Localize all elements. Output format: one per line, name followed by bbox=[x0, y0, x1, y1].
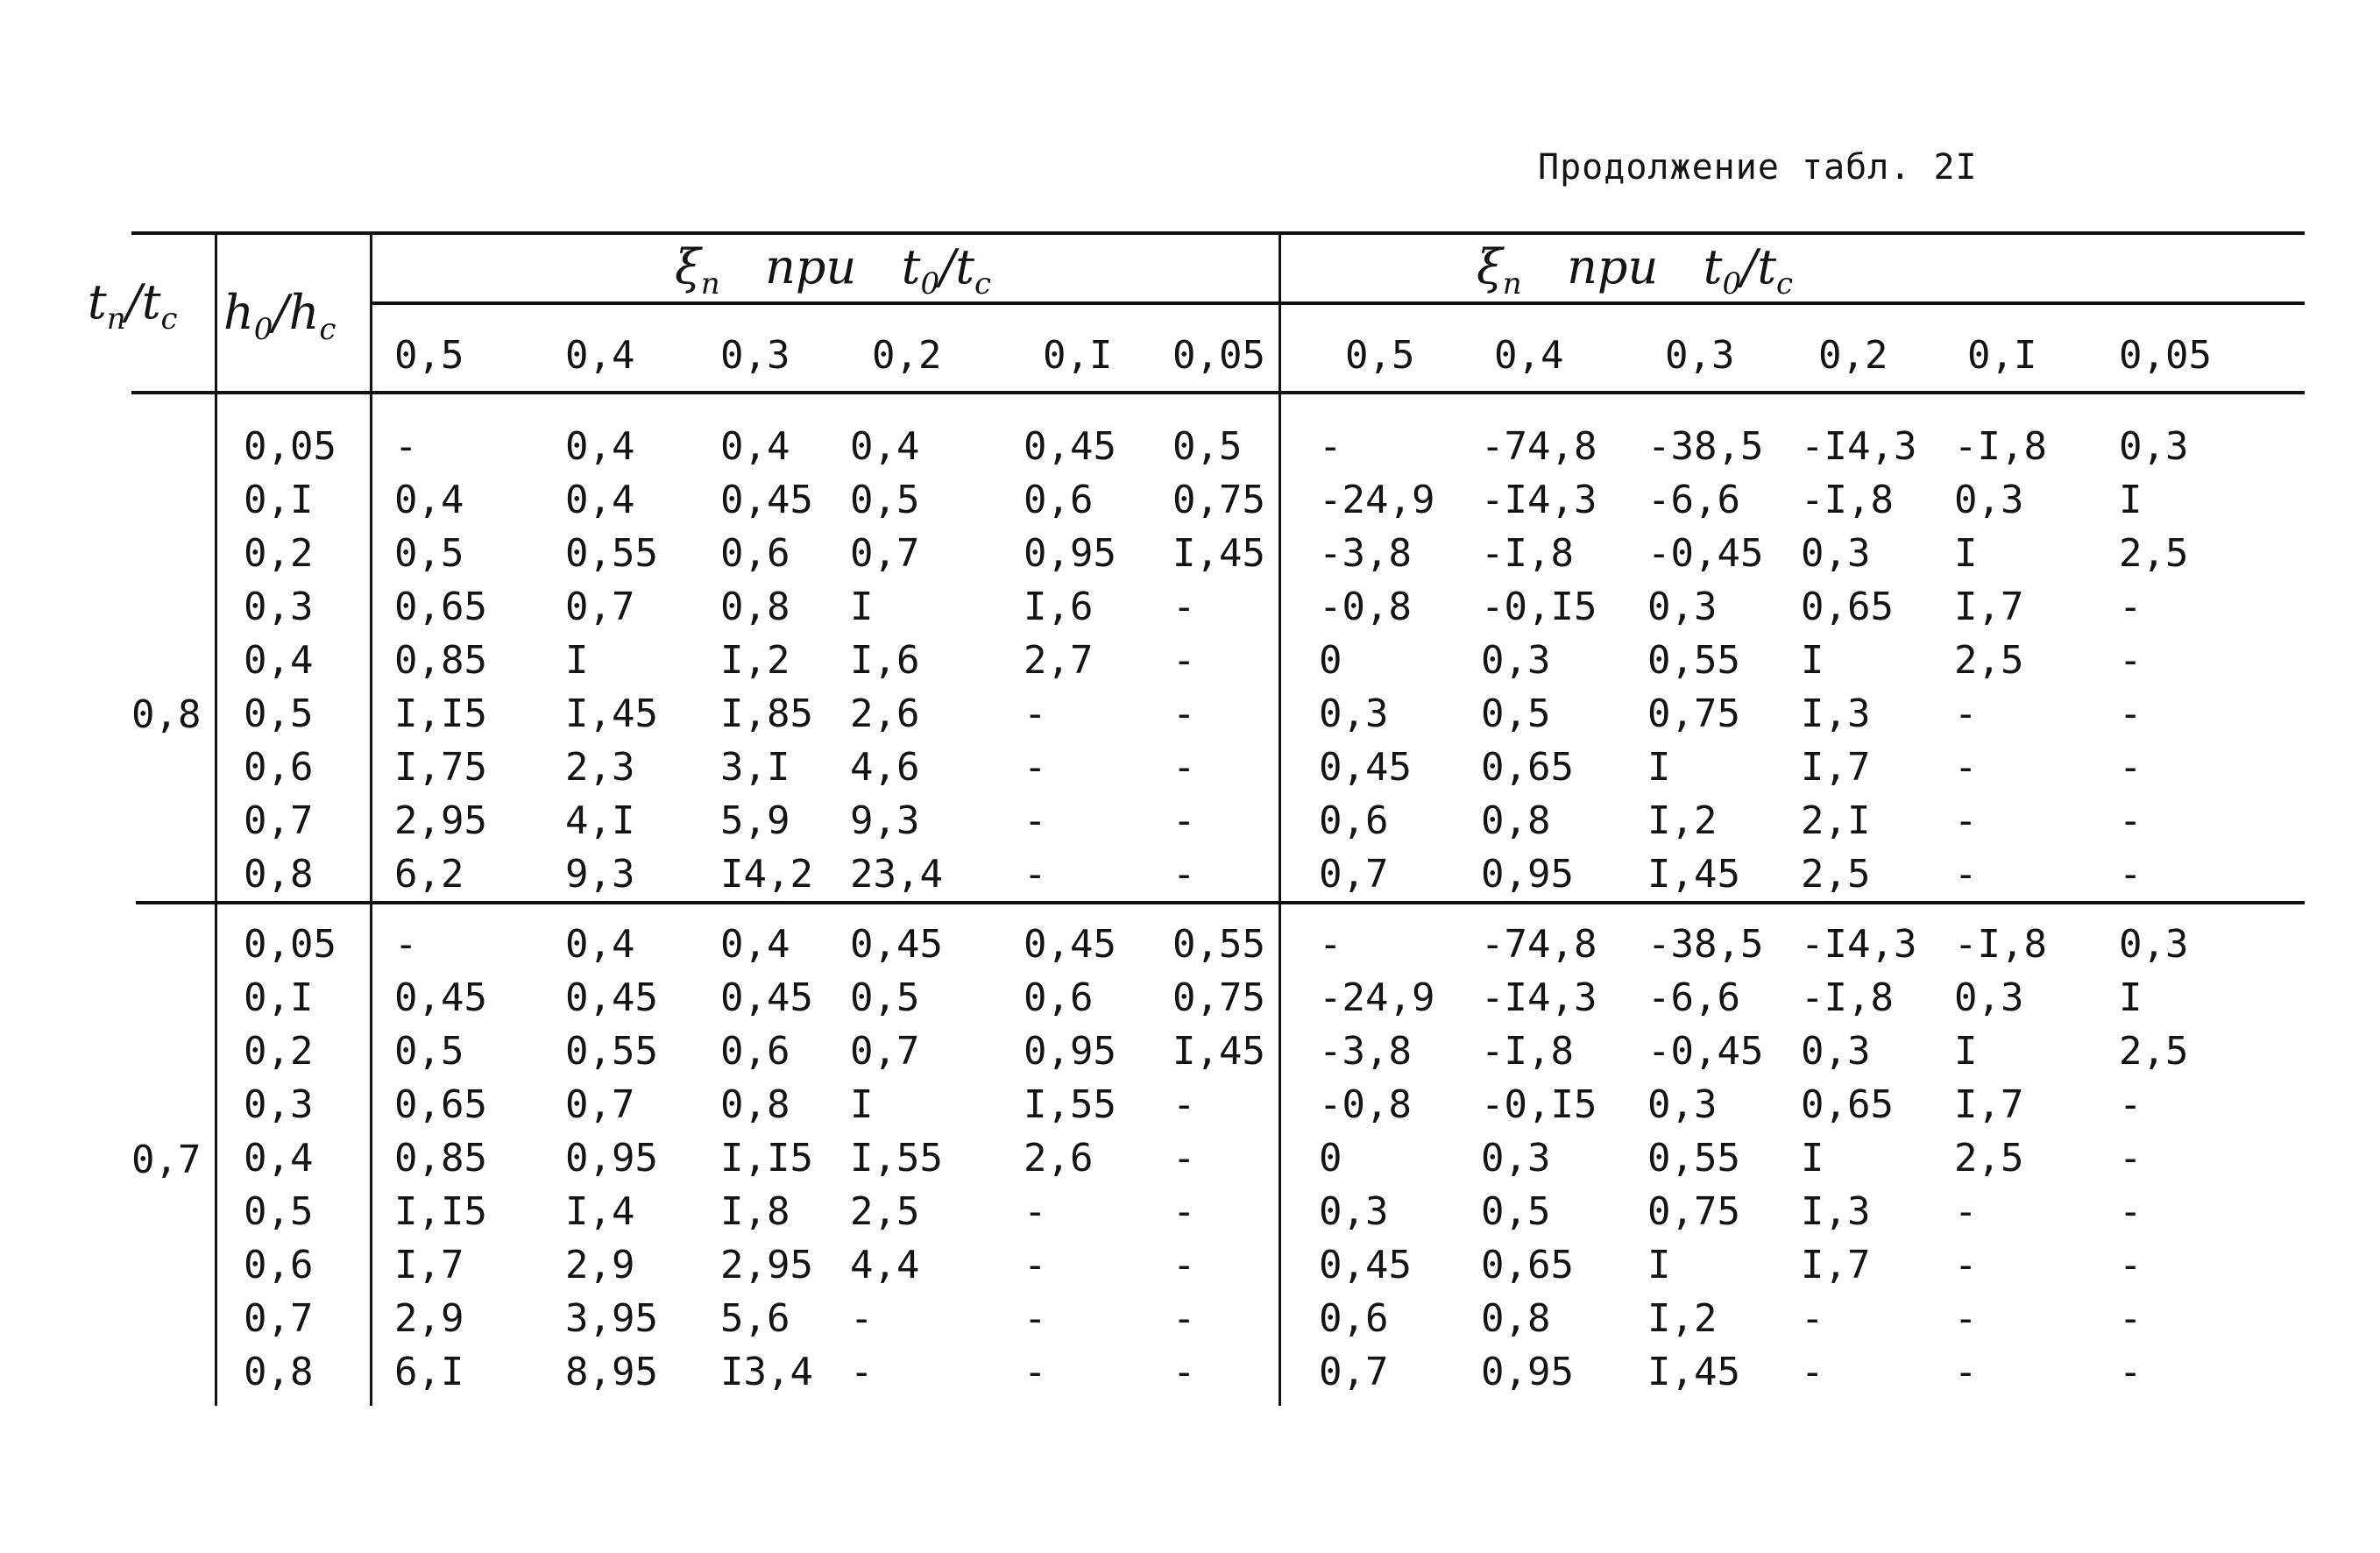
table-cell-left: I3,4 bbox=[720, 1350, 813, 1394]
table-cell-left: - bbox=[1024, 1350, 1047, 1394]
table-cell-left: 0,55 bbox=[565, 1029, 658, 1074]
table-cell-right: - bbox=[2119, 585, 2143, 629]
table-cell-left: - bbox=[1024, 745, 1047, 790]
table-cell-right: - bbox=[1954, 852, 1978, 897]
table-cell-right: - bbox=[2119, 1243, 2143, 1287]
table-cell-right: 0,3 bbox=[1801, 1029, 1871, 1074]
row-h-value: 0,6 bbox=[244, 1243, 314, 1287]
table-cell-left: I,7 bbox=[394, 1243, 464, 1287]
table-cell-left: 0,85 bbox=[394, 1136, 487, 1181]
table-cell-right: 0,3 bbox=[1481, 1136, 1551, 1181]
rule-group-header bbox=[372, 301, 2305, 305]
table-cell-right: - bbox=[1954, 745, 1978, 790]
table-cell-right: - bbox=[1954, 1350, 1978, 1394]
table-cell-right: - bbox=[2119, 1136, 2143, 1181]
table-cell-right: 0,7 bbox=[1319, 1350, 1389, 1394]
rule-block-divider bbox=[136, 901, 2305, 904]
table-cell-left: - bbox=[1172, 745, 1196, 790]
table-cell-right: - bbox=[2119, 798, 2143, 843]
table-cell-left: I,8 bbox=[720, 1189, 790, 1234]
table-cell-left: - bbox=[1172, 1082, 1196, 1127]
table-cell-left: 5,6 bbox=[720, 1296, 790, 1341]
table-cell-right: I bbox=[2119, 975, 2143, 1020]
table-cell-left: 0,8 bbox=[720, 585, 790, 629]
table-cell-right: I bbox=[1954, 531, 1978, 576]
table-cell-right: -I,8 bbox=[1954, 424, 2047, 469]
row-h-value: 0,7 bbox=[244, 1296, 314, 1341]
table-cell-right: - bbox=[2119, 691, 2143, 736]
row-h-value: 0,6 bbox=[244, 745, 314, 790]
table-cell-right: - bbox=[1954, 798, 1978, 843]
table-cell-right: - bbox=[1319, 424, 1342, 469]
table-cell-right: -3,8 bbox=[1319, 1029, 1412, 1074]
table-cell-right: -0,45 bbox=[1647, 1029, 1764, 1074]
table-cell-right: 2,5 bbox=[1801, 852, 1871, 897]
table-cell-left: 0,7 bbox=[565, 585, 635, 629]
table-cell-left: 0,4 bbox=[720, 922, 790, 967]
table-cell-left: 6,2 bbox=[394, 852, 464, 897]
table-cell-left: 0,45 bbox=[565, 975, 658, 1020]
table-cell-right: -I,8 bbox=[1801, 975, 1894, 1020]
tc-sub-right: c bbox=[1776, 266, 1794, 301]
table-cell-left: 2,3 bbox=[565, 745, 635, 790]
table-cell-left: 0,45 bbox=[1024, 424, 1116, 469]
table-cell-left: 2,6 bbox=[850, 691, 920, 736]
table-cell-left: 0,7 bbox=[850, 1029, 920, 1074]
table-cell-right: - bbox=[2119, 1296, 2143, 1341]
table-cell-left: - bbox=[1024, 1243, 1047, 1287]
row-h-value: 0,3 bbox=[244, 1082, 314, 1127]
table-cell-left: 2,9 bbox=[565, 1243, 635, 1287]
table-cell-right: I bbox=[1954, 1029, 1978, 1074]
header-h0-slash: / bbox=[273, 285, 289, 340]
group-header-left bbox=[675, 239, 992, 301]
table-cell-left: 0,6 bbox=[720, 531, 790, 576]
table-cell-left: 0,5 bbox=[850, 478, 920, 522]
row-h-value: 0,8 bbox=[244, 1350, 314, 1394]
table-cell-right: I,3 bbox=[1801, 691, 1871, 736]
table-cell-left: 0,95 bbox=[1024, 1029, 1116, 1074]
table-cell-left: I,I5 bbox=[394, 1189, 487, 1234]
table-cell-left: 23,4 bbox=[850, 852, 943, 897]
table-cell-right: -I,8 bbox=[1481, 1029, 1574, 1074]
table-cell-right: -I4,3 bbox=[1801, 922, 1917, 967]
pri-word-right: при bbox=[1567, 239, 1659, 294]
table-cell-left: 5,9 bbox=[720, 798, 790, 843]
table-cell-left: 4,6 bbox=[850, 745, 920, 790]
row-h-value: 0,4 bbox=[244, 1136, 314, 1181]
table-cell-right: 0,3 bbox=[1481, 638, 1551, 683]
table-cell-right: 0,65 bbox=[1801, 585, 1894, 629]
header-tc-main: t bbox=[141, 274, 161, 330]
table-cell-right: -6,6 bbox=[1647, 975, 1740, 1020]
pri-word-left: при bbox=[765, 239, 857, 294]
table-cell-left: 0,4 bbox=[850, 424, 920, 469]
table-cell-right: I bbox=[1801, 638, 1824, 683]
table-cell-right: 0,6 bbox=[1319, 798, 1389, 843]
table-cell-left: 8,95 bbox=[565, 1350, 658, 1394]
tc-main-right: t bbox=[1757, 239, 1777, 294]
table-cell-left: - bbox=[1024, 798, 1047, 843]
table-cell-right: I bbox=[2119, 478, 2143, 522]
table-cell-right: -0,45 bbox=[1647, 531, 1764, 576]
table-cell-right: -0,8 bbox=[1319, 1082, 1412, 1127]
row-h-value: 0,5 bbox=[244, 1189, 314, 1234]
table-cell-right: 0,75 bbox=[1647, 1189, 1740, 1234]
table-cell-right: - bbox=[1319, 922, 1342, 967]
group-label-0-7: 0,7 bbox=[131, 1138, 202, 1182]
table-cell-right: 0,65 bbox=[1481, 745, 1574, 790]
table-cell-left: 2,7 bbox=[1024, 638, 1094, 683]
table-cell-right: - bbox=[1954, 691, 1978, 736]
table-cell-left: 2,5 bbox=[850, 1189, 920, 1234]
subcol-left-6: 0,05 bbox=[1172, 333, 1265, 378]
subcol-left-1: 0,5 bbox=[394, 333, 464, 378]
table-cell-left: 0,5 bbox=[850, 975, 920, 1020]
table-cell-left: - bbox=[394, 922, 418, 967]
table-cell-left: 0,4 bbox=[565, 478, 635, 522]
table-cell-left: 0,7 bbox=[850, 531, 920, 576]
table-cell-left: 0,65 bbox=[394, 1082, 487, 1127]
header-hc-main: h bbox=[288, 285, 320, 340]
table-cell-right: I,2 bbox=[1647, 798, 1718, 843]
table-cell-right: -24,9 bbox=[1319, 975, 1435, 1020]
table-cell-left: I,85 bbox=[720, 691, 813, 736]
table-cell-left: 4,4 bbox=[850, 1243, 920, 1287]
row-h-value: 0,7 bbox=[244, 798, 314, 843]
table-cell-left: - bbox=[1024, 691, 1047, 736]
xi-sub-left: n bbox=[700, 266, 720, 301]
header-tn-sub: n bbox=[106, 301, 126, 337]
table-cell-left: 2,6 bbox=[1024, 1136, 1094, 1181]
table-cell-left: 0,75 bbox=[1172, 975, 1265, 1020]
table-cell-right: 2,5 bbox=[2119, 1029, 2189, 1074]
table-cell-left: I,2 bbox=[720, 638, 790, 683]
table-cell-right: I,2 bbox=[1647, 1296, 1718, 1341]
table-cell-left: 0,6 bbox=[720, 1029, 790, 1074]
table-cell-left: - bbox=[394, 424, 418, 469]
header-tn-tc bbox=[88, 274, 178, 337]
subcol-right-2: 0,4 bbox=[1494, 333, 1564, 378]
xi-symbol-left: ξ bbox=[675, 239, 701, 294]
table-cell-left: 0,45 bbox=[1024, 922, 1116, 967]
table-cell-right: -I4,3 bbox=[1481, 975, 1597, 1020]
table-cell-right: - bbox=[1954, 1189, 1978, 1234]
table-cell-left: 9,3 bbox=[565, 852, 635, 897]
table-cell-right: 0,8 bbox=[1481, 798, 1551, 843]
table-cell-right: 2,5 bbox=[1954, 1136, 2024, 1181]
table-cell-right: - bbox=[2119, 852, 2143, 897]
table-caption: Продолжение табл. 2I bbox=[1538, 147, 1978, 188]
table-cell-left: I,55 bbox=[850, 1136, 943, 1181]
table-cell-right: 0,3 bbox=[2119, 424, 2189, 469]
table-cell-left: 0,8 bbox=[720, 1082, 790, 1127]
row-h-value: 0,3 bbox=[244, 585, 314, 629]
table-cell-left: - bbox=[1024, 1189, 1047, 1234]
tc-sub-left: c bbox=[974, 266, 992, 301]
header-h0-sub: 0 bbox=[253, 312, 273, 347]
table-cell-left: - bbox=[1172, 1350, 1196, 1394]
table-cell-left: 0,45 bbox=[850, 922, 943, 967]
table-cell-right: -I,8 bbox=[1481, 531, 1574, 576]
table-cell-right: -24,9 bbox=[1319, 478, 1435, 522]
table-cell-right: - bbox=[2119, 745, 2143, 790]
subcol-left-2: 0,4 bbox=[565, 333, 635, 378]
table-cell-right: 0,3 bbox=[1319, 1189, 1389, 1234]
table-cell-left: I bbox=[850, 585, 874, 629]
t0-main-left: t bbox=[901, 239, 921, 294]
table-cell-left: - bbox=[1172, 1243, 1196, 1287]
table-cell-left: 0,5 bbox=[394, 1029, 464, 1074]
table-cell-right: 0,3 bbox=[1801, 531, 1871, 576]
row-h-value: 0,8 bbox=[244, 852, 314, 897]
row-h-value: 0,I bbox=[244, 975, 314, 1020]
table-cell-right: -74,8 bbox=[1481, 922, 1597, 967]
table-cell-right: I,3 bbox=[1801, 1189, 1871, 1234]
table-cell-left: I,I5 bbox=[720, 1136, 813, 1181]
table-cell-right: -0,I5 bbox=[1481, 585, 1597, 629]
table-cell-left: 0,4 bbox=[565, 922, 635, 967]
table-cell-left: - bbox=[1172, 852, 1196, 897]
table-cell-right: 0 bbox=[1319, 638, 1342, 683]
table-cell-left: 0,6 bbox=[1024, 478, 1094, 522]
table-cell-left: 6,I bbox=[394, 1350, 464, 1394]
table-cell-right: -6,6 bbox=[1647, 478, 1740, 522]
table-cell-right: 2,5 bbox=[2119, 531, 2189, 576]
table-cell-left: 2,9 bbox=[394, 1296, 464, 1341]
table-cell-left: - bbox=[1172, 1189, 1196, 1234]
table-cell-right: - bbox=[1954, 1243, 1978, 1287]
table-cell-right: 2,I bbox=[1801, 798, 1871, 843]
subcol-right-3: 0,3 bbox=[1665, 333, 1735, 378]
header-tn-main: t bbox=[88, 274, 107, 330]
table-cell-right: 0,65 bbox=[1801, 1082, 1894, 1127]
table-cell-left: I,4 bbox=[565, 1189, 635, 1234]
row-h-value: 0,05 bbox=[244, 922, 336, 967]
table-cell-left: I,45 bbox=[1172, 531, 1265, 576]
row-h-value: 0,5 bbox=[244, 691, 314, 736]
table-cell-right: 2,5 bbox=[1954, 638, 2024, 683]
table-cell-left: 0,45 bbox=[720, 975, 813, 1020]
table-cell-right: - bbox=[2119, 638, 2143, 683]
table-cell-right: -0,I5 bbox=[1481, 1082, 1597, 1127]
table-cell-left: 9,3 bbox=[850, 798, 920, 843]
xi-sub-right: n bbox=[1502, 266, 1522, 301]
table-cell-left: 0,4 bbox=[394, 478, 464, 522]
table-cell-right: 0,75 bbox=[1647, 691, 1740, 736]
table-cell-left: 0,6 bbox=[1024, 975, 1094, 1020]
table-cell-left: 0,4 bbox=[565, 424, 635, 469]
table-cell-right: I bbox=[1647, 745, 1671, 790]
table-cell-right: 0,3 bbox=[1647, 1082, 1718, 1127]
table-cell-right: -I,8 bbox=[1954, 922, 2047, 967]
table-cell-left: 3,I bbox=[720, 745, 790, 790]
table-cell-left: I,6 bbox=[1024, 585, 1094, 629]
row-h-value: 0,4 bbox=[244, 638, 314, 683]
table-cell-left: 0,5 bbox=[1172, 424, 1243, 469]
table-cell-left: - bbox=[1172, 638, 1196, 683]
t0-sub-right: 0 bbox=[1722, 266, 1742, 301]
table-cell-left: 0,45 bbox=[720, 478, 813, 522]
table-cell-right: 0,3 bbox=[1954, 975, 2024, 1020]
t0-sub-left: 0 bbox=[920, 266, 940, 301]
row-h-value: 0,2 bbox=[244, 1029, 314, 1074]
table-cell-right: 0 bbox=[1319, 1136, 1342, 1181]
table-cell-right: I,45 bbox=[1647, 1350, 1740, 1394]
subcol-right-4: 0,2 bbox=[1818, 333, 1888, 378]
table-cell-left: 0,95 bbox=[565, 1136, 658, 1181]
table-cell-right: - bbox=[1801, 1350, 1824, 1394]
table-cell-right: I,7 bbox=[1954, 585, 2024, 629]
table-cell-right: I,7 bbox=[1801, 1243, 1871, 1287]
header-tc-sub: c bbox=[160, 301, 178, 337]
table-cell-left: I,75 bbox=[394, 745, 487, 790]
rule-col1 bbox=[215, 231, 217, 1406]
table-cell-right: -38,5 bbox=[1647, 922, 1764, 967]
table-cell-right: 0,45 bbox=[1319, 745, 1412, 790]
table-cell-left: I,55 bbox=[1024, 1082, 1116, 1127]
row-h-value: 0,I bbox=[244, 478, 314, 522]
table-cell-left: I,45 bbox=[1172, 1029, 1265, 1074]
table-cell-right: 0,6 bbox=[1319, 1296, 1389, 1341]
table-cell-right: -I4,3 bbox=[1481, 478, 1597, 522]
table-cell-left: - bbox=[1024, 1296, 1047, 1341]
table-cell-right: 0,55 bbox=[1647, 638, 1740, 683]
table-cell-left: 0,55 bbox=[565, 531, 658, 576]
table-cell-left: - bbox=[1172, 1136, 1196, 1181]
table-cell-right: I bbox=[1801, 1136, 1824, 1181]
table-cell-right: 0,3 bbox=[1319, 691, 1389, 736]
table-cell-left: 0,75 bbox=[1172, 478, 1265, 522]
table-cell-right: 0,65 bbox=[1481, 1243, 1574, 1287]
tc-main-left: t bbox=[955, 239, 975, 294]
table-cell-right: - bbox=[2119, 1189, 2143, 1234]
table-cell-left: 0,95 bbox=[1024, 531, 1116, 576]
table-cell-left: - bbox=[1172, 798, 1196, 843]
group-header-right bbox=[1477, 239, 1794, 301]
table-cell-left: 0,7 bbox=[565, 1082, 635, 1127]
table-cell-right: 0,3 bbox=[1954, 478, 2024, 522]
table-cell-right: 0,7 bbox=[1319, 852, 1389, 897]
table-cell-left: I4,2 bbox=[720, 852, 813, 897]
table-cell-right: 0,5 bbox=[1481, 1189, 1551, 1234]
table-cell-right: I,7 bbox=[1801, 745, 1871, 790]
table-cell-left: 0,85 bbox=[394, 638, 487, 683]
rule-header-bottom bbox=[131, 391, 2305, 394]
table-cell-right: -74,8 bbox=[1481, 424, 1597, 469]
table-cell-left: - bbox=[1024, 852, 1047, 897]
table-cell-left: 0,45 bbox=[394, 975, 487, 1020]
table-cell-right: - bbox=[1954, 1296, 1978, 1341]
table-cell-right: 0,55 bbox=[1647, 1136, 1740, 1181]
row-h-value: 0,2 bbox=[244, 531, 314, 576]
subcol-left-4: 0,2 bbox=[872, 333, 942, 378]
table-cell-right: I bbox=[1647, 1243, 1671, 1287]
header-hc-sub: c bbox=[319, 312, 336, 347]
table-cell-left: - bbox=[1172, 1296, 1196, 1341]
table-cell-right: I,7 bbox=[1954, 1082, 2024, 1127]
subcol-right-1: 0,5 bbox=[1345, 333, 1415, 378]
table-cell-right: 0,5 bbox=[1481, 691, 1551, 736]
subcol-right-5: 0,I bbox=[1967, 333, 2037, 378]
table-cell-right: - bbox=[1801, 1296, 1824, 1341]
group-label-0-8: 0,8 bbox=[131, 692, 202, 737]
table-cell-right: 0,3 bbox=[2119, 922, 2189, 967]
table-cell-right: -I,8 bbox=[1801, 478, 1894, 522]
table-cell-right: -I4,3 bbox=[1801, 424, 1917, 469]
table-cell-right: 0,95 bbox=[1481, 1350, 1574, 1394]
table-cell-right: -0,8 bbox=[1319, 585, 1412, 629]
table-cell-left: I,6 bbox=[850, 638, 920, 683]
table-cell-left: 0,65 bbox=[394, 585, 487, 629]
table-cell-left: - bbox=[850, 1350, 874, 1394]
table-cell-right: - bbox=[2119, 1350, 2143, 1394]
table-cell-left: 0,5 bbox=[394, 531, 464, 576]
table-cell-right: -3,8 bbox=[1319, 531, 1412, 576]
table-cell-left: I bbox=[850, 1082, 874, 1127]
table-cell-left: 0,55 bbox=[1172, 922, 1265, 967]
table-cell-right: -38,5 bbox=[1647, 424, 1764, 469]
table-cell-left: I,I5 bbox=[394, 691, 487, 736]
table-cell-left: 2,95 bbox=[394, 798, 487, 843]
table-cell-left: - bbox=[1172, 585, 1196, 629]
table-cell-left: 3,95 bbox=[565, 1296, 658, 1341]
subcol-left-3: 0,3 bbox=[720, 333, 790, 378]
table-cell-right: 0,8 bbox=[1481, 1296, 1551, 1341]
slash-left: / bbox=[939, 239, 956, 294]
table-cell-left: - bbox=[850, 1296, 874, 1341]
xi-symbol-right: ξ bbox=[1477, 239, 1503, 294]
table-cell-left: 0,4 bbox=[720, 424, 790, 469]
header-tn-slash: / bbox=[125, 274, 142, 330]
table-cell-right: 0,45 bbox=[1319, 1243, 1412, 1287]
table-cell-right: - bbox=[2119, 1082, 2143, 1127]
header-h0-hc bbox=[223, 285, 336, 347]
table-cell-left: I bbox=[565, 638, 589, 683]
rule-top bbox=[131, 231, 2305, 235]
table-cell-left: 4,I bbox=[565, 798, 635, 843]
rule-groups bbox=[1279, 231, 1281, 1406]
subcol-left-5: 0,I bbox=[1043, 333, 1113, 378]
table-cell-right: 0,95 bbox=[1481, 852, 1574, 897]
table-cell-left: I,45 bbox=[565, 691, 658, 736]
subcol-right-6: 0,05 bbox=[2119, 333, 2212, 378]
rule-col2 bbox=[370, 231, 372, 1406]
table-cell-left: - bbox=[1172, 691, 1196, 736]
table-cell-left: 2,95 bbox=[720, 1243, 813, 1287]
t0-main-right: t bbox=[1703, 239, 1723, 294]
slash-right: / bbox=[1741, 239, 1758, 294]
row-h-value: 0,05 bbox=[244, 424, 336, 469]
table-cell-right: I,45 bbox=[1647, 852, 1740, 897]
table-cell-right: 0,3 bbox=[1647, 585, 1718, 629]
header-h0-main: h bbox=[223, 285, 254, 340]
